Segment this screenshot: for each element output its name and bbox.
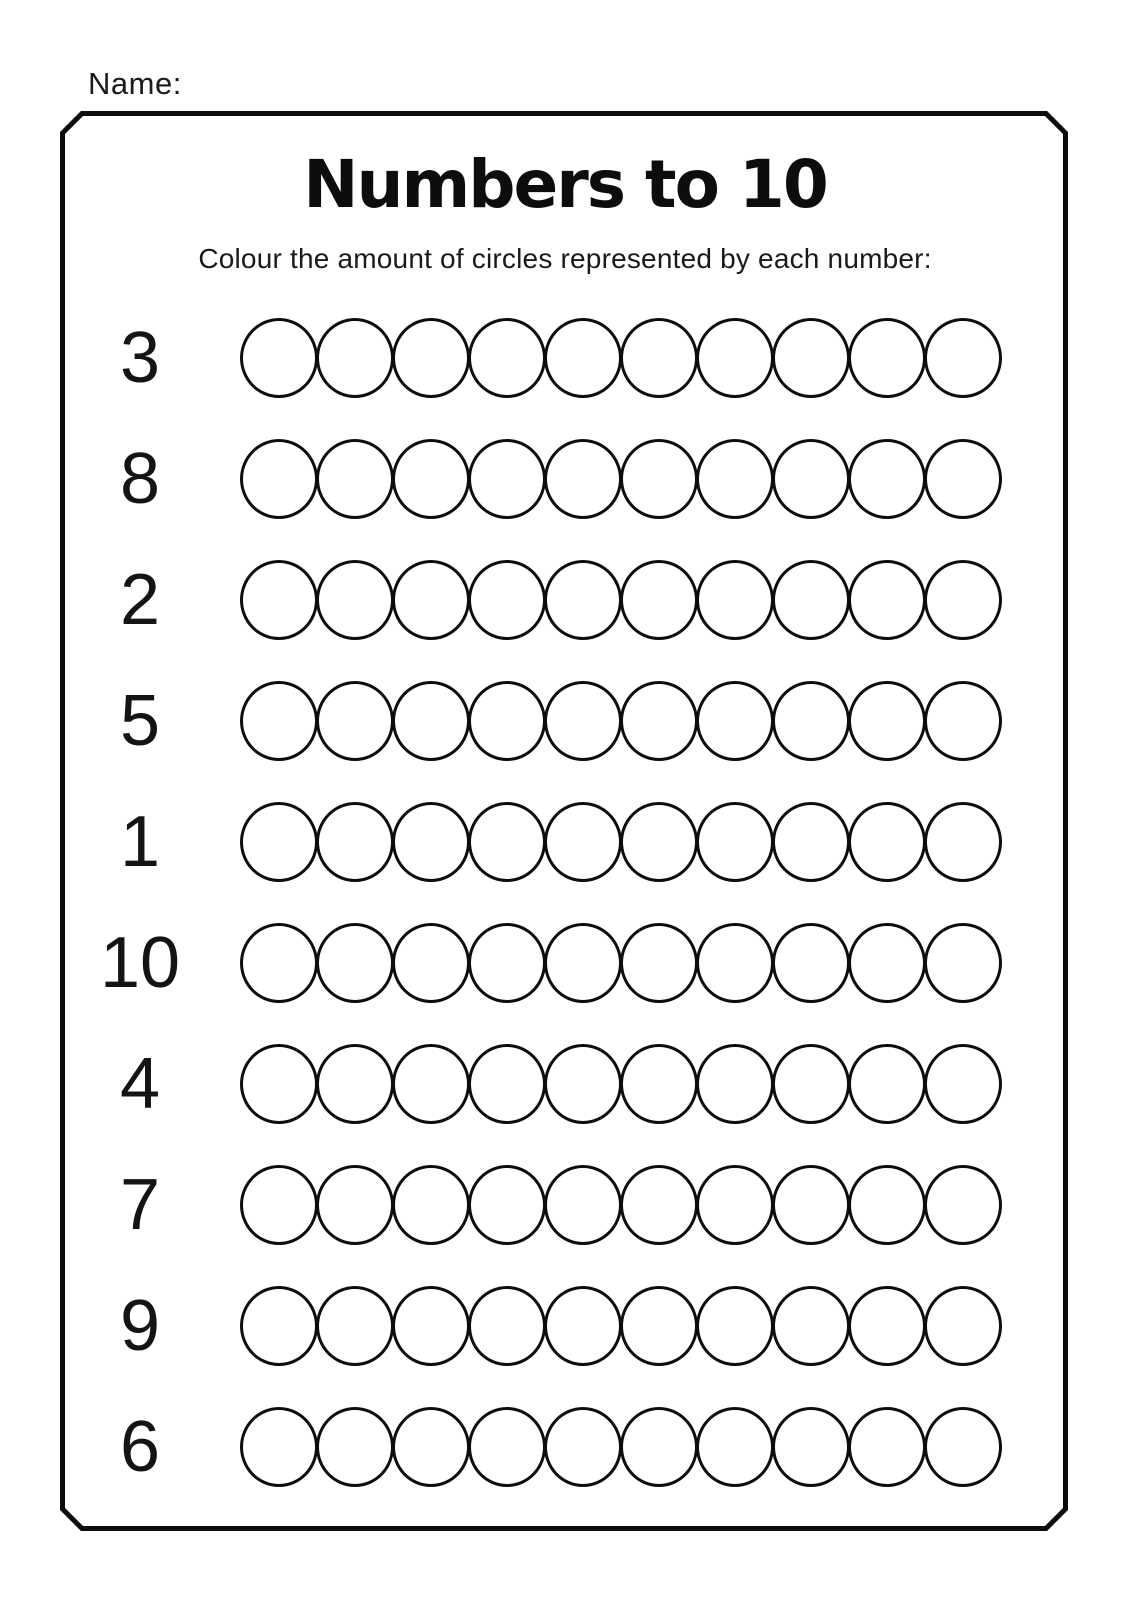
circles-row [240, 560, 1000, 640]
colorable-circle[interactable] [240, 1044, 318, 1124]
colorable-circle[interactable] [924, 1407, 1002, 1487]
worksheet-row [80, 802, 1000, 882]
colorable-circle[interactable] [316, 560, 394, 640]
worksheet-row [80, 1165, 1000, 1245]
worksheet-row [80, 1044, 1000, 1124]
row-number-label: 8 [119, 439, 161, 519]
circles-row [240, 681, 1000, 761]
colorable-circle[interactable] [316, 1286, 394, 1366]
colorable-circle[interactable] [316, 1165, 394, 1245]
worksheet-row [80, 439, 1000, 519]
row-number-label: 9 [119, 1286, 161, 1366]
colorable-circle[interactable] [468, 681, 546, 761]
colorable-circle[interactable] [696, 318, 774, 398]
colorable-circle[interactable] [924, 1165, 1002, 1245]
colorable-circle[interactable] [924, 318, 1002, 398]
colorable-circle[interactable] [316, 681, 394, 761]
colorable-circle[interactable] [848, 318, 926, 398]
colorable-circle[interactable] [620, 560, 698, 640]
colorable-circle[interactable] [240, 439, 318, 519]
row-number-label: 4 [119, 1044, 161, 1124]
colorable-circle[interactable] [544, 802, 622, 882]
colorable-circle[interactable] [924, 923, 1002, 1003]
colorable-circle[interactable] [772, 560, 850, 640]
colorable-circle[interactable] [924, 802, 1002, 882]
colorable-circle[interactable] [848, 1286, 926, 1366]
colorable-circle[interactable] [772, 1044, 850, 1124]
worksheet-row [80, 318, 1000, 398]
colorable-circle[interactable] [696, 802, 774, 882]
colorable-circle[interactable] [620, 1286, 698, 1366]
colorable-circle[interactable] [772, 318, 850, 398]
row-number-label: 7 [119, 1165, 161, 1245]
colorable-circle[interactable] [468, 560, 546, 640]
colorable-circle[interactable] [392, 1407, 470, 1487]
colorable-circle[interactable] [240, 318, 318, 398]
colorable-circle[interactable] [544, 681, 622, 761]
colorable-circle[interactable] [544, 1286, 622, 1366]
colorable-circle[interactable] [848, 1044, 926, 1124]
colorable-circle[interactable] [696, 1407, 774, 1487]
colorable-circle[interactable] [392, 1044, 470, 1124]
colorable-circle[interactable] [544, 1165, 622, 1245]
colorable-circle[interactable] [848, 681, 926, 761]
colorable-circle[interactable] [696, 1165, 774, 1245]
colorable-circle[interactable] [696, 560, 774, 640]
colorable-circle[interactable] [620, 923, 698, 1003]
colorable-circle[interactable] [240, 681, 318, 761]
row-number-label: 1 [119, 802, 161, 882]
colorable-circle[interactable] [696, 439, 774, 519]
colorable-circle[interactable] [696, 681, 774, 761]
circles-row [240, 439, 1000, 519]
colorable-circle[interactable] [468, 802, 546, 882]
colorable-circle[interactable] [772, 802, 850, 882]
colorable-circle[interactable] [544, 560, 622, 640]
colorable-circle[interactable] [772, 1165, 850, 1245]
worksheet-subtitle: Colour the amount of circles represented by each number: [198, 243, 932, 274]
colorable-circle[interactable] [848, 1407, 926, 1487]
colorable-circle[interactable] [240, 802, 318, 882]
circles-row [240, 802, 1000, 882]
worksheet-row [80, 1407, 1000, 1487]
colorable-circle[interactable] [544, 923, 622, 1003]
colorable-circle[interactable] [544, 439, 622, 519]
worksheet-row [80, 923, 1000, 1003]
colorable-circle[interactable] [696, 1044, 774, 1124]
circles-row [240, 1044, 1000, 1124]
worksheet-title: Numbers to 10 [303, 146, 827, 223]
worksheet-row [80, 1286, 1000, 1366]
circles-row [240, 1165, 1000, 1245]
colorable-circle[interactable] [392, 681, 470, 761]
colorable-circle[interactable] [316, 1044, 394, 1124]
colorable-circle[interactable] [316, 439, 394, 519]
colorable-circle[interactable] [392, 802, 470, 882]
colorable-circle[interactable] [468, 1165, 546, 1245]
colorable-circle[interactable] [544, 1407, 622, 1487]
colorable-circle[interactable] [316, 802, 394, 882]
colorable-circle[interactable] [772, 681, 850, 761]
colorable-circle[interactable] [544, 318, 622, 398]
row-number-label: 10 [99, 923, 181, 1003]
row-number-label: 6 [119, 1407, 161, 1487]
colorable-circle[interactable] [772, 1407, 850, 1487]
colorable-circle[interactable] [924, 439, 1002, 519]
colorable-circle[interactable] [316, 318, 394, 398]
colorable-circle[interactable] [316, 1407, 394, 1487]
colorable-circle[interactable] [848, 923, 926, 1003]
circles-row [240, 1407, 1000, 1487]
colorable-circle[interactable] [316, 923, 394, 1003]
colorable-circle[interactable] [924, 1044, 1002, 1124]
colorable-circle[interactable] [924, 681, 1002, 761]
colorable-circle[interactable] [240, 1407, 318, 1487]
colorable-circle[interactable] [392, 560, 470, 640]
colorable-circle[interactable] [468, 318, 546, 398]
colorable-circle[interactable] [924, 1286, 1002, 1366]
colorable-circle[interactable] [924, 560, 1002, 640]
row-number-label: 5 [119, 681, 161, 761]
worksheet-row [80, 681, 1000, 761]
colorable-circle[interactable] [240, 1286, 318, 1366]
colorable-circle[interactable] [696, 923, 774, 1003]
colorable-circle[interactable] [772, 1286, 850, 1366]
colorable-circle[interactable] [772, 439, 850, 519]
name-label: Name: [88, 66, 182, 101]
colorable-circle[interactable] [848, 1165, 926, 1245]
colorable-circle[interactable] [848, 802, 926, 882]
colorable-circle[interactable] [468, 1044, 546, 1124]
colorable-circle[interactable] [696, 1286, 774, 1366]
colorable-circle[interactable] [620, 1165, 698, 1245]
colorable-circle[interactable] [772, 923, 850, 1003]
colorable-circle[interactable] [620, 802, 698, 882]
circles-row [240, 923, 1000, 1003]
row-number-label: 2 [119, 560, 161, 640]
colorable-circle[interactable] [468, 1407, 546, 1487]
colorable-circle[interactable] [392, 439, 470, 519]
colorable-circle[interactable] [392, 1165, 470, 1245]
circles-row [240, 1286, 1000, 1366]
colorable-circle[interactable] [468, 923, 546, 1003]
colorable-circle[interactable] [848, 560, 926, 640]
colorable-circle[interactable] [392, 923, 470, 1003]
colorable-circle[interactable] [848, 439, 926, 519]
colorable-circle[interactable] [392, 318, 470, 398]
circles-row [240, 318, 1000, 398]
colorable-circle[interactable] [468, 439, 546, 519]
colorable-circle[interactable] [620, 1407, 698, 1487]
colorable-circle[interactable] [240, 560, 318, 640]
colorable-circle[interactable] [240, 1165, 318, 1245]
colorable-circle[interactable] [620, 439, 698, 519]
colorable-circle[interactable] [620, 318, 698, 398]
colorable-circle[interactable] [240, 923, 318, 1003]
row-number-label: 3 [119, 318, 161, 398]
colorable-circle[interactable] [544, 1044, 622, 1124]
worksheet-row [80, 560, 1000, 640]
colorable-circle[interactable] [620, 1044, 698, 1124]
colorable-circle[interactable] [468, 1286, 546, 1366]
colorable-circle[interactable] [392, 1286, 470, 1366]
colorable-circle[interactable] [620, 681, 698, 761]
